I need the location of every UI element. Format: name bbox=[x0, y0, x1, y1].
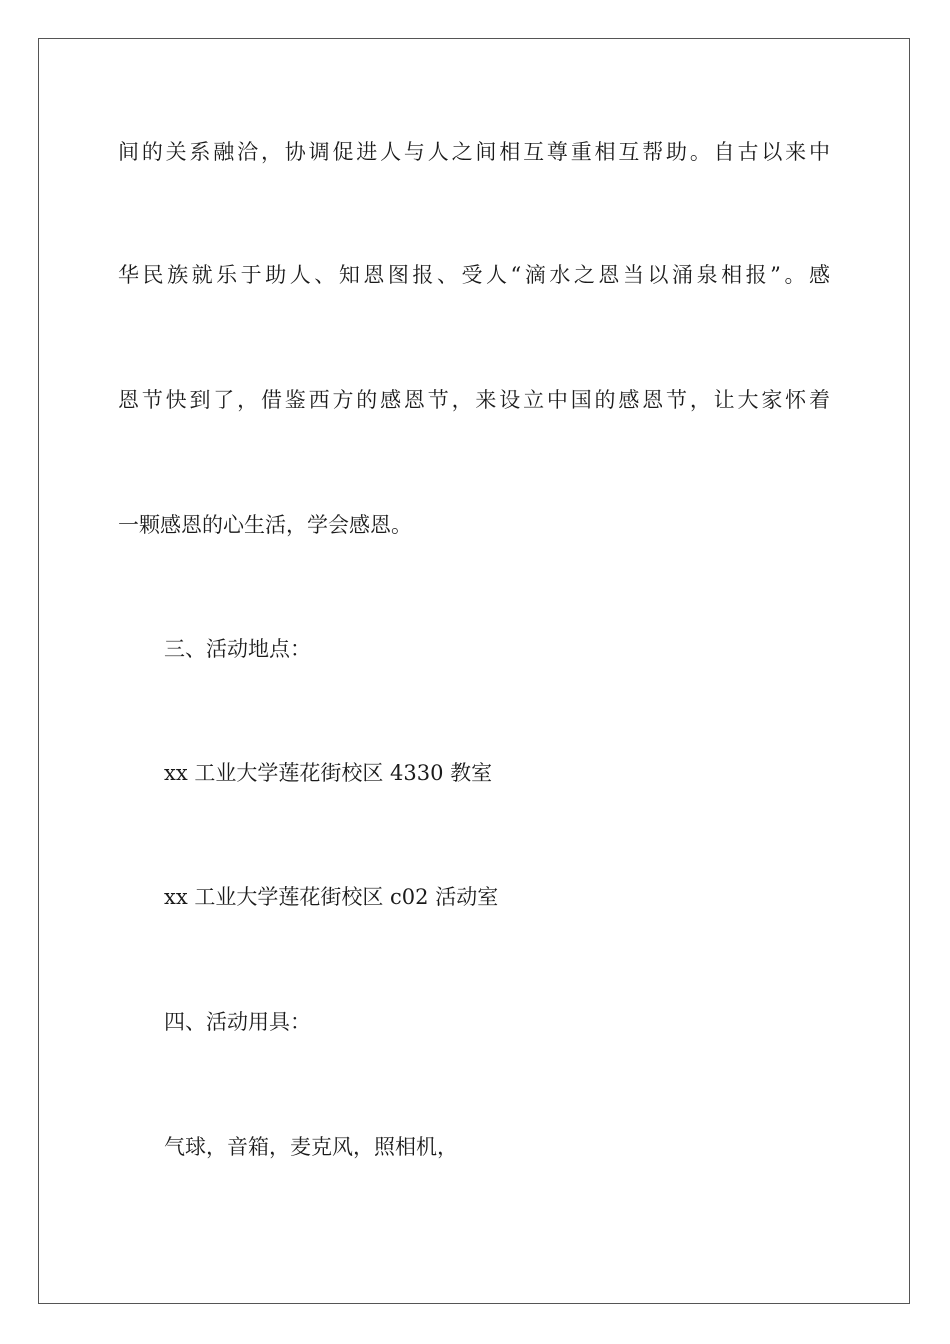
equipment-list: 气球，音箱，麦克风，照相机， bbox=[164, 1135, 458, 1159]
page-border bbox=[38, 38, 910, 1304]
location-item-2: xx 工业大学莲花街校区 c02 活动室 bbox=[164, 885, 499, 909]
paragraph-line-2: 华民族就乐于助人、知恩图报、受人“滴水之恩当以涌泉相报”。感 bbox=[118, 263, 830, 287]
paragraph-line-4: 一颗感恩的心生活，学会感恩。 bbox=[118, 513, 412, 537]
paragraph-line-3: 恩节快到了，借鉴西方的感恩节，来设立中国的感恩节，让大家怀着 bbox=[118, 388, 830, 412]
section-heading-location: 三、活动地点： bbox=[164, 637, 311, 661]
section-heading-equipment: 四、活动用具： bbox=[164, 1010, 311, 1034]
location-item-1: xx 工业大学莲花街校区 4330 教室 bbox=[164, 761, 493, 785]
paragraph-line-1: 间的关系融洽，协调促进人与人之间相互尊重相互帮助。自古以来中 bbox=[118, 140, 830, 164]
